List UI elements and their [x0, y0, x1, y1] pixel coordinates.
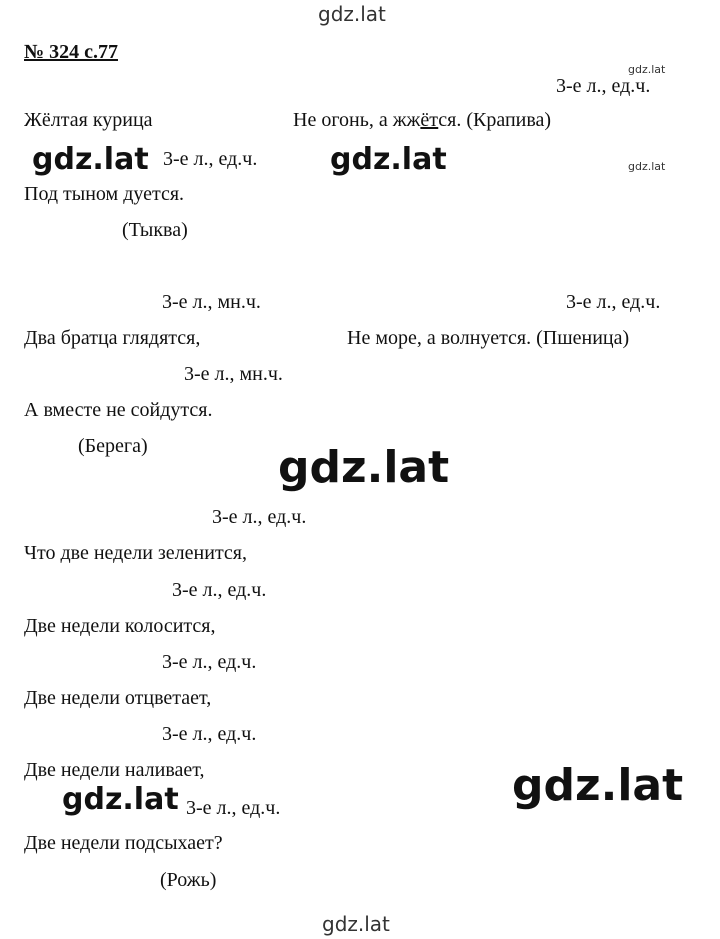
- r5-note5: 3-е л., ед.ч.: [186, 797, 281, 819]
- r4-line1: Не море, а волнуется. (Пшеница): [347, 327, 630, 349]
- r3-answer: (Берега): [78, 435, 148, 457]
- exercise-title: № 324 с.77: [24, 41, 118, 63]
- watermark-large: gdz.lat: [278, 442, 450, 493]
- r1-answer: (Тыква): [122, 219, 188, 241]
- r3-line2: А вместе не сойдутся.: [24, 399, 213, 421]
- r2-note: 3-е л., ед.ч.: [556, 75, 651, 97]
- r1-note: 3-е л., ед.ч.: [163, 148, 258, 170]
- r4-note: 3-е л., ед.ч.: [566, 291, 661, 313]
- watermark-medium: gdz.lat: [62, 782, 179, 817]
- r2-line1: [293, 108, 551, 132]
- r2-line1-underlined: ёт: [420, 109, 439, 131]
- r3-note2: 3-е л., мн.ч.: [184, 363, 283, 385]
- r1-line2: Под тыном дуется.: [24, 183, 185, 205]
- r5-note4: 3-е л., ед.ч.: [162, 723, 257, 745]
- r5-note3: 3-е л., ед.ч.: [162, 651, 257, 673]
- watermark-small: gdz.lat: [628, 160, 666, 173]
- watermark-medium: gdz.lat: [32, 142, 149, 177]
- watermark-small: gdz.lat: [628, 63, 666, 76]
- r1-line1: Жёлтая курица: [24, 109, 153, 131]
- watermark-medium: gdz.lat: [330, 142, 447, 177]
- r5-line4: Две недели наливает,: [24, 759, 205, 781]
- watermark-large: gdz.lat: [512, 760, 684, 811]
- r3-line1: Два братца глядятся,: [24, 327, 201, 349]
- r2-line1-b: ся. (Крапива): [438, 109, 552, 131]
- r3-note1: 3-е л., мн.ч.: [162, 291, 261, 313]
- r5-line2: Две недели колосится,: [24, 615, 216, 637]
- r5-line1: Что две недели зеленится,: [24, 542, 248, 564]
- r2-line1-a: Не огонь, а жж: [293, 109, 421, 131]
- r5-line3: Две недели отцветает,: [24, 687, 212, 709]
- r5-note1: 3-е л., ед.ч.: [212, 506, 307, 528]
- r5-note2: 3-е л., ед.ч.: [172, 579, 267, 601]
- r5-line5: Две недели подсыхает?: [24, 832, 223, 854]
- footer-watermark: gdz.lat: [322, 912, 390, 936]
- header-watermark: gdz.lat: [318, 2, 386, 26]
- r5-answer: (Рожь): [160, 869, 217, 891]
